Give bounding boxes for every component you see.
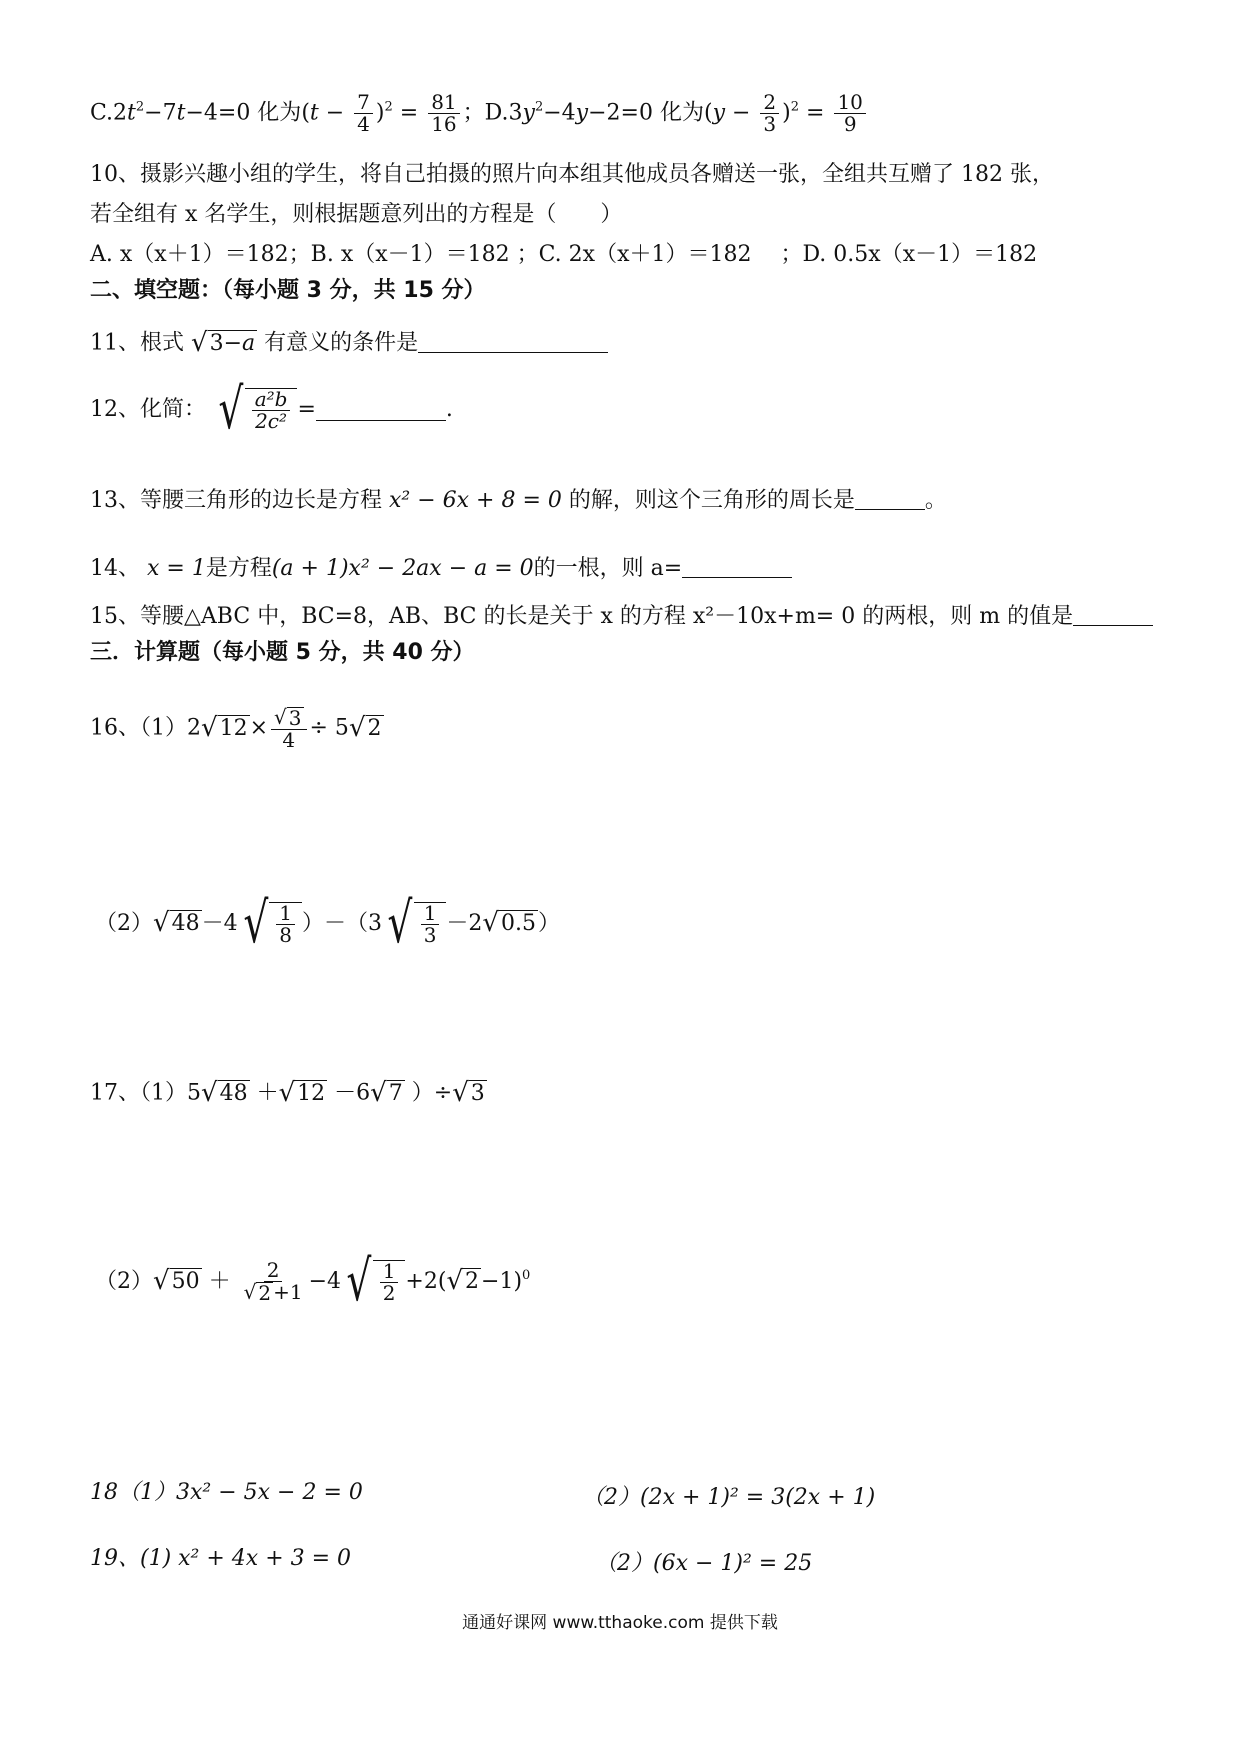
q10-line1: 10、摄影兴趣小组的学生，将自己拍摄的照片向本组其他成员各赠送一张，全组共互赠了 182 张， [90,162,1054,187]
q14: 14、 x = 1是方程(a + 1)x² − 2ax − a = 0的一根，则 a= [90,556,792,582]
q14-blank [682,557,792,578]
q10-options: A. x（x＋1）＝182；B. x（x－1）＝182 ；C. 2x（x＋1）＝182 ；D. 0.5x（x－1）＝182 [90,242,1038,267]
q15-blank [1073,605,1153,626]
q13: 13、等腰三角形的边长是方程 x² − 6x + 8 = 0 的解，则这个三角形的周长是 。 [90,488,947,513]
q16-part1: 16、（1）2 √ 12 × √ 3 4 ÷ 5 √ 2 [90,704,382,752]
q12-radical: √ $\frac{\text{a²b}}{\text{2c²}}$ [213,382,297,438]
q19-part1: 19、(1) x² + 4x + 3 = 0 [90,1546,352,1571]
q19-part2: （2）(6x − 1)² = 25 [595,1551,813,1576]
section3-title: 三．计算题（每小题 5 分，共 40 分） [90,640,475,665]
q9-c-prefix: C.2 [90,100,128,126]
q9-c-frac: $\frac{7}{4}$ [354,92,373,135]
section2-title: 二、填空题：（每小题 3 分，共 15 分） [90,278,486,303]
q11-blank [418,332,608,353]
q12: 12、化简： √ $\frac{\text{a²b}}{\text{2c²}}$ = . [90,377,453,442]
q13-blank [855,489,925,510]
q14-equation: (a + 1)x² − 2ax − a = 0 [271,556,534,581]
q9-options-cd: $C.2t^2-7t-4=0$ 化为(t − $\frac{7}{4}$ )$^2$ = $\frac{81}{16}$ ；$D.3y^2-4y-2=0$ 化为(y − $\frac{2}{3}$ )$^2$ = $\frac{10}{9}$ [90,92,869,135]
q17-part2: （2） √ 50 ＋ 2 √ 2 +1 −4 √ $\frac{1}{2}$ +2( √ 2 −1)$^0$ [95,1249,531,1314]
q15: 15、等腰△ABC 中，BC=8，AB、BC 的长是关于 x 的方程 x²－10x+m= 0 的两根，则 m 的值是 [90,604,1153,630]
q11: 11、根式 √ 3−a 有意义的条件是 [90,330,608,357]
q18-part1: 18（1）3x² − 5x − 2 = 0 [90,1480,363,1505]
q13-equation: x² − 6x + 8 = 0 [389,488,562,513]
q12-blank [316,400,446,421]
q18-part2: （2）(2x + 1)² = 3(2x + 1) [582,1485,876,1510]
q9-d-frac: $\frac{2}{3}$ [760,92,779,135]
q9-c-rhs: $\frac{81}{16}$ [428,92,459,135]
page-footer: 通通好课网 www.tthaoke.com 提供下载 [462,1613,778,1633]
q16-part2: （2） √ 48 －4 √ $\frac{1}{8}$ ）－（3 √ $\frac{1}{3}$ －2 √ 0.5 ） [95,891,561,956]
q9-d-rhs: $\frac{10}{9}$ [834,92,865,135]
q10-line2: 若全组有 x 名学生，则根据题意列出的方程是（ ） [90,202,623,227]
q17-part1: 17、（1）5 √ 48 ＋ √ 12 －6 √ 7 ）÷ √ 3 [90,1078,485,1108]
q11-radical: √ 3−a [191,328,256,358]
